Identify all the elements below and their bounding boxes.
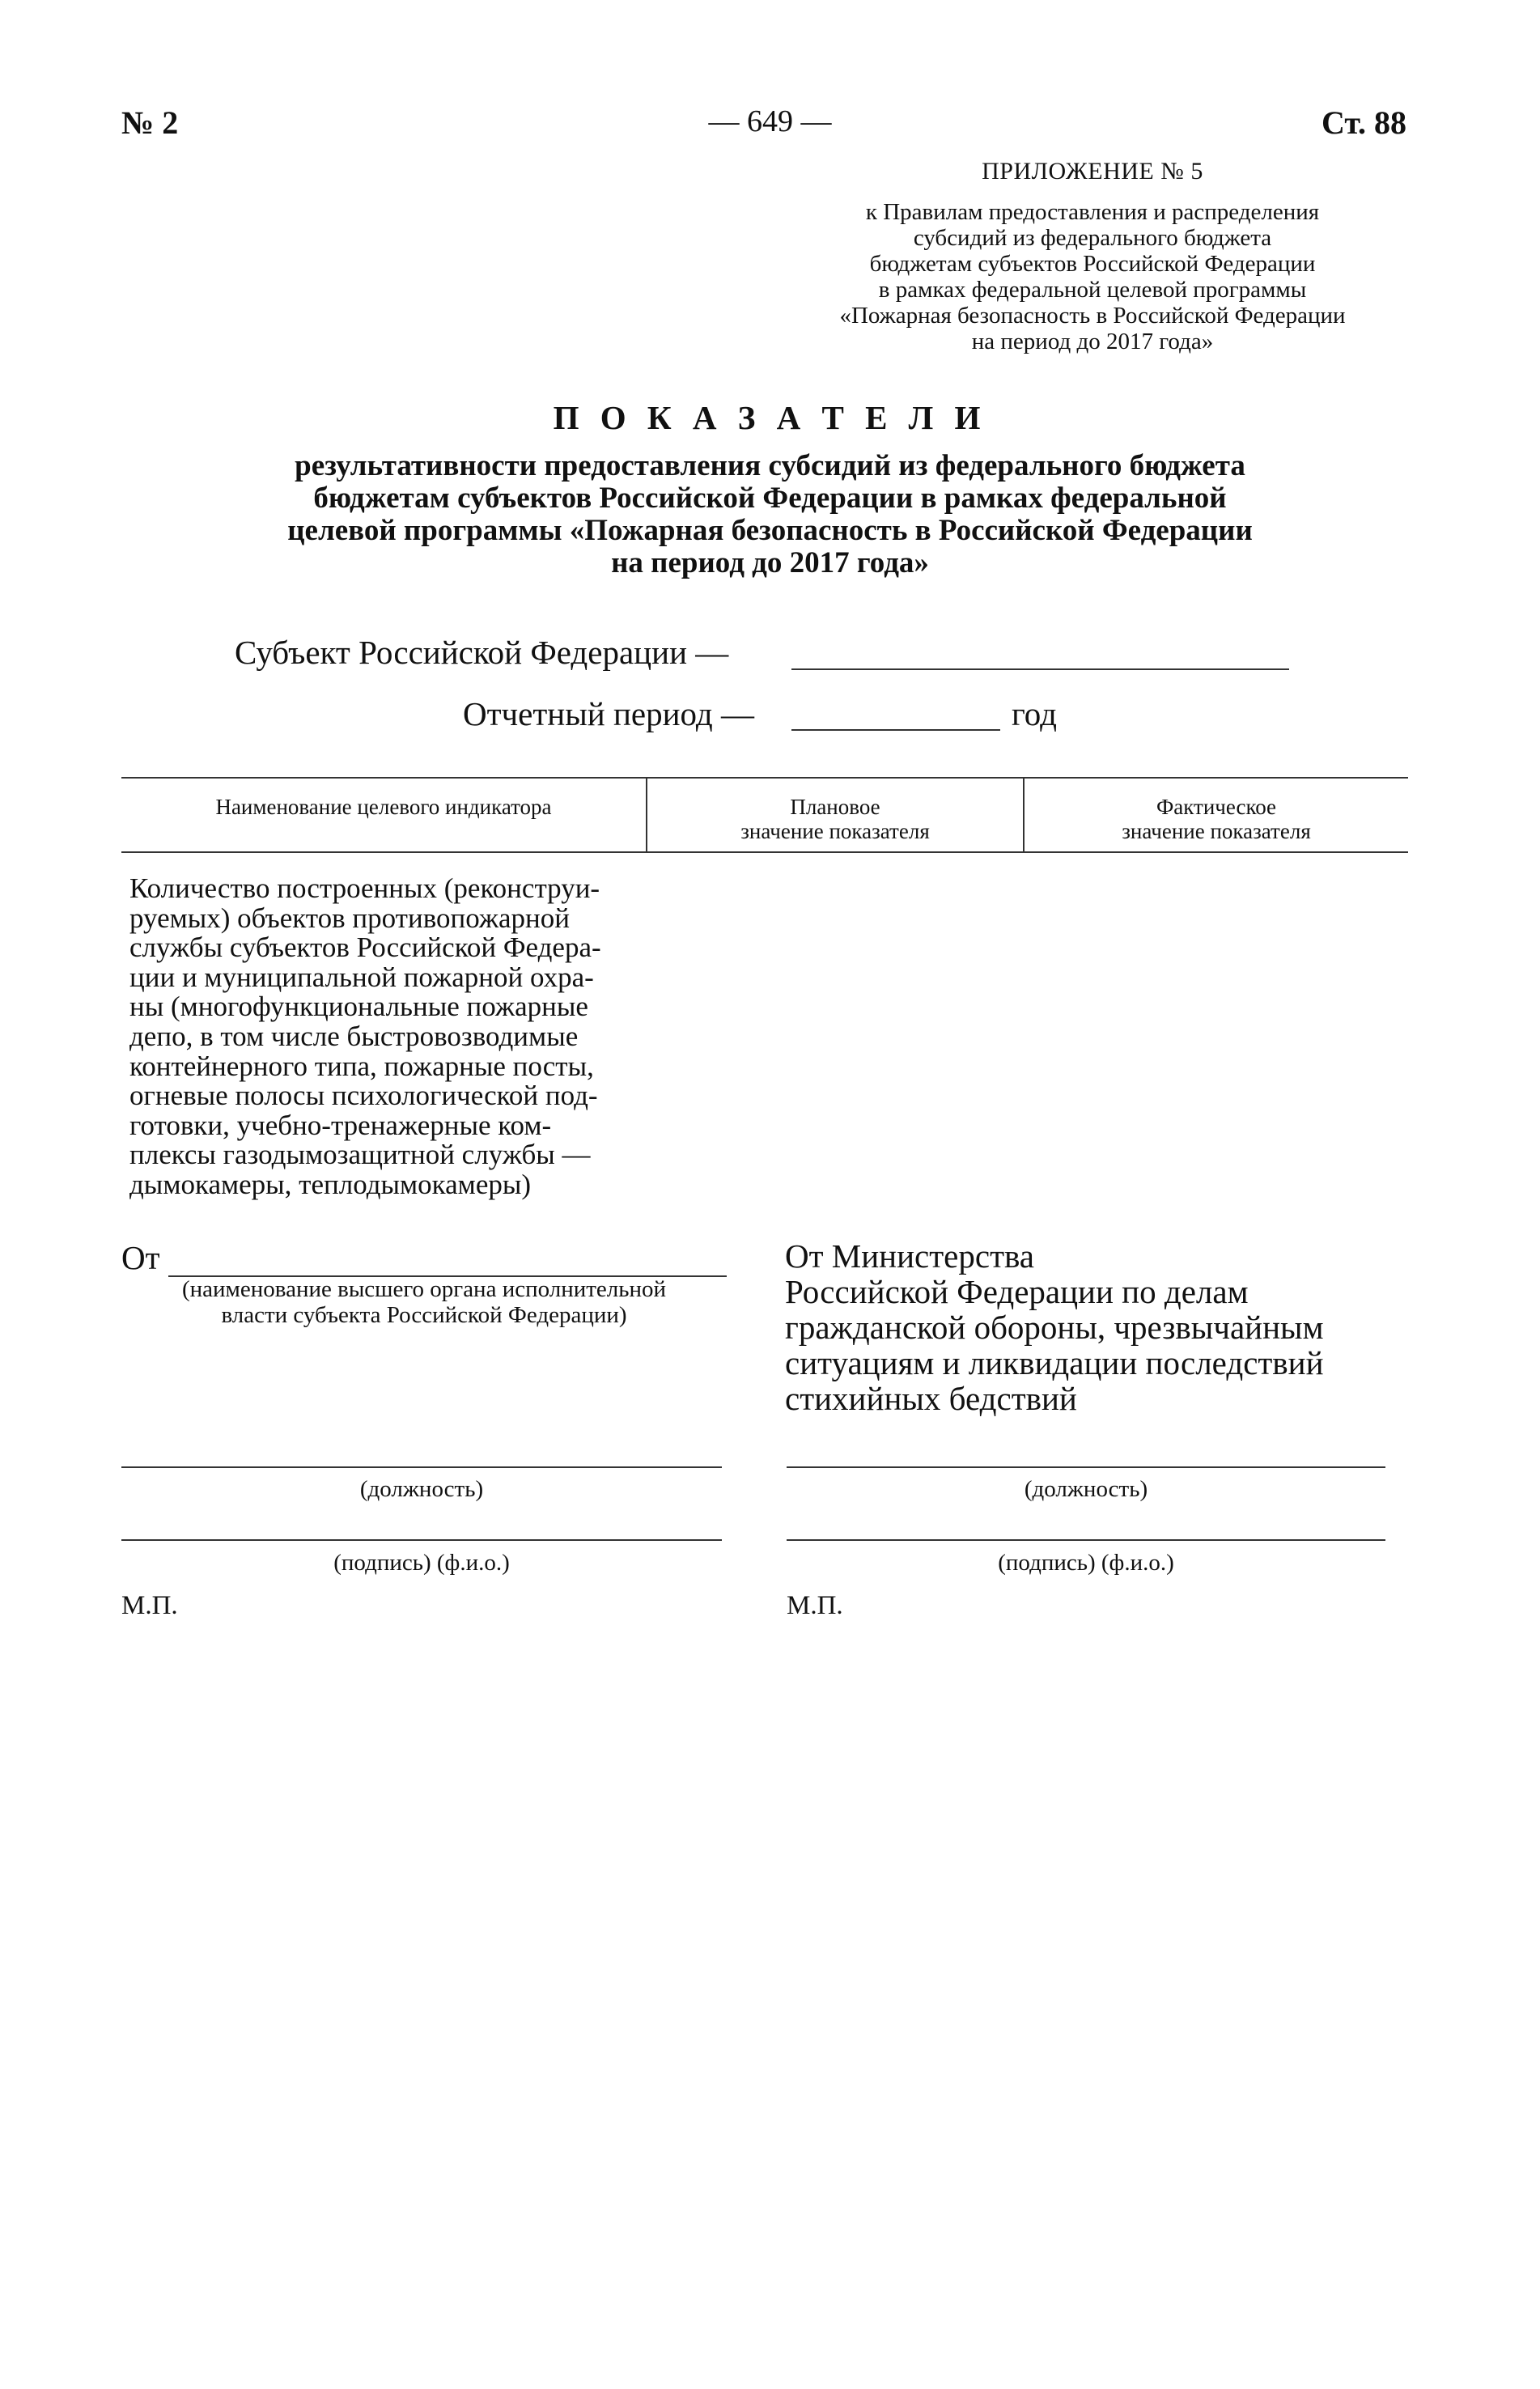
right-from-line: гражданской обороны, чрезвычайным xyxy=(785,1309,1324,1346)
right-from-block xyxy=(785,1238,1416,1416)
right-from-line: От Министерства xyxy=(785,1237,1035,1275)
subtitle-line: на период до 2017 года» xyxy=(611,546,929,579)
left-stamp-label: М.П. xyxy=(121,1591,178,1620)
table-header-row xyxy=(121,779,1408,853)
right-position-caption: (должность) xyxy=(1024,1476,1148,1502)
appendix-note xyxy=(777,159,1408,354)
indicator-line: готовки, учебно-тренажерные ком- xyxy=(129,1109,552,1141)
appendix-line: субсидий из федерального бюджета xyxy=(913,225,1272,251)
left-authority-caption: (наименование высшего органа исполнительной власти субъекта Российской Федерации) xyxy=(181,1276,667,1328)
subtitle-line: целевой программы «Пожарная безопасность в Российской Федерации xyxy=(287,514,1253,547)
appendix-line: к Правилам предоставления и распределения xyxy=(865,199,1320,225)
appendix-line: на период до 2017 года» xyxy=(971,329,1214,354)
appendix-line: в рамках федеральной целевой программы xyxy=(878,277,1307,303)
right-signature-blank-line[interactable] xyxy=(787,1539,1385,1541)
right-signature-caption: (подпись) (ф.и.о.) xyxy=(998,1550,1174,1576)
issue-number: № 2 xyxy=(121,104,179,141)
indicator-cell xyxy=(129,874,627,1200)
right-from-line: стихийных бедствий xyxy=(785,1380,1077,1417)
period-suffix: год xyxy=(1012,695,1057,732)
appendix-line: бюджетам субъектов Российской Федерации xyxy=(869,251,1316,277)
document-subtitle xyxy=(210,450,1330,579)
left-signature-caption: (подпись) (ф.и.о.) xyxy=(333,1550,510,1576)
right-stamp-label: М.П. xyxy=(787,1591,843,1620)
subtitle-line: бюджетам субъектов Российской Федерации в рамках федеральной xyxy=(313,482,1227,515)
right-from-line: ситуациям и ликвидации последствий xyxy=(785,1344,1324,1381)
subtitle-line: результативности предоставления субсидий из федерального бюджета xyxy=(295,449,1245,482)
subject-blank-line[interactable] xyxy=(791,668,1289,670)
indicator-line: дымокамеры, теплодымокамеры) xyxy=(129,1168,532,1200)
indicator-line: службы субъектов Российской Федера- xyxy=(129,931,601,964)
appendix-line: «Пожарная безопасность в Российской Федерации xyxy=(839,303,1346,329)
indicators-table xyxy=(121,777,1408,853)
indicator-line: руемых) объектов противопожарной xyxy=(129,902,571,934)
header-indicator-name: Наименование целевого индикатора xyxy=(215,795,552,819)
left-signature-blank-line[interactable] xyxy=(121,1539,722,1541)
indicator-line: ции и муниципальной пожарной охра- xyxy=(129,961,594,993)
right-position-blank-line[interactable] xyxy=(787,1466,1385,1468)
appendix-title: ПРИЛОЖЕНИЕ № 5 xyxy=(982,158,1203,185)
indicator-line: контейнерного типа, пожарные посты, xyxy=(129,1050,594,1082)
period-label: Отчетный период — xyxy=(463,695,754,732)
left-position-caption: (должность) xyxy=(359,1476,484,1502)
document-title: П О К А З А Т Е Л И xyxy=(553,399,987,436)
article-number: Ст. 88 xyxy=(1322,104,1406,141)
header-planned-value: Плановое значение показателя xyxy=(646,779,1023,851)
left-from-label: От xyxy=(121,1239,160,1276)
period-blank-line[interactable] xyxy=(791,729,1000,731)
header-actual-value: Фактическое значение показателя xyxy=(1023,779,1408,851)
indicator-line: депо, в том числе быстровозводимые xyxy=(129,1020,579,1052)
subject-label: Субъект Российской Федерации — xyxy=(235,634,729,671)
indicator-line: ны (многофункциональные пожарные xyxy=(129,991,588,1023)
indicator-line: Количество построенных (реконструи- xyxy=(129,872,600,904)
indicator-line: огневые полосы психологической под- xyxy=(129,1080,598,1112)
indicator-line: плексы газодымозащитной службы — xyxy=(129,1139,591,1171)
right-from-line: Российской Федерации по делам xyxy=(785,1273,1249,1310)
page-number: — 649 — xyxy=(708,104,832,138)
left-position-blank-line[interactable] xyxy=(121,1466,722,1468)
